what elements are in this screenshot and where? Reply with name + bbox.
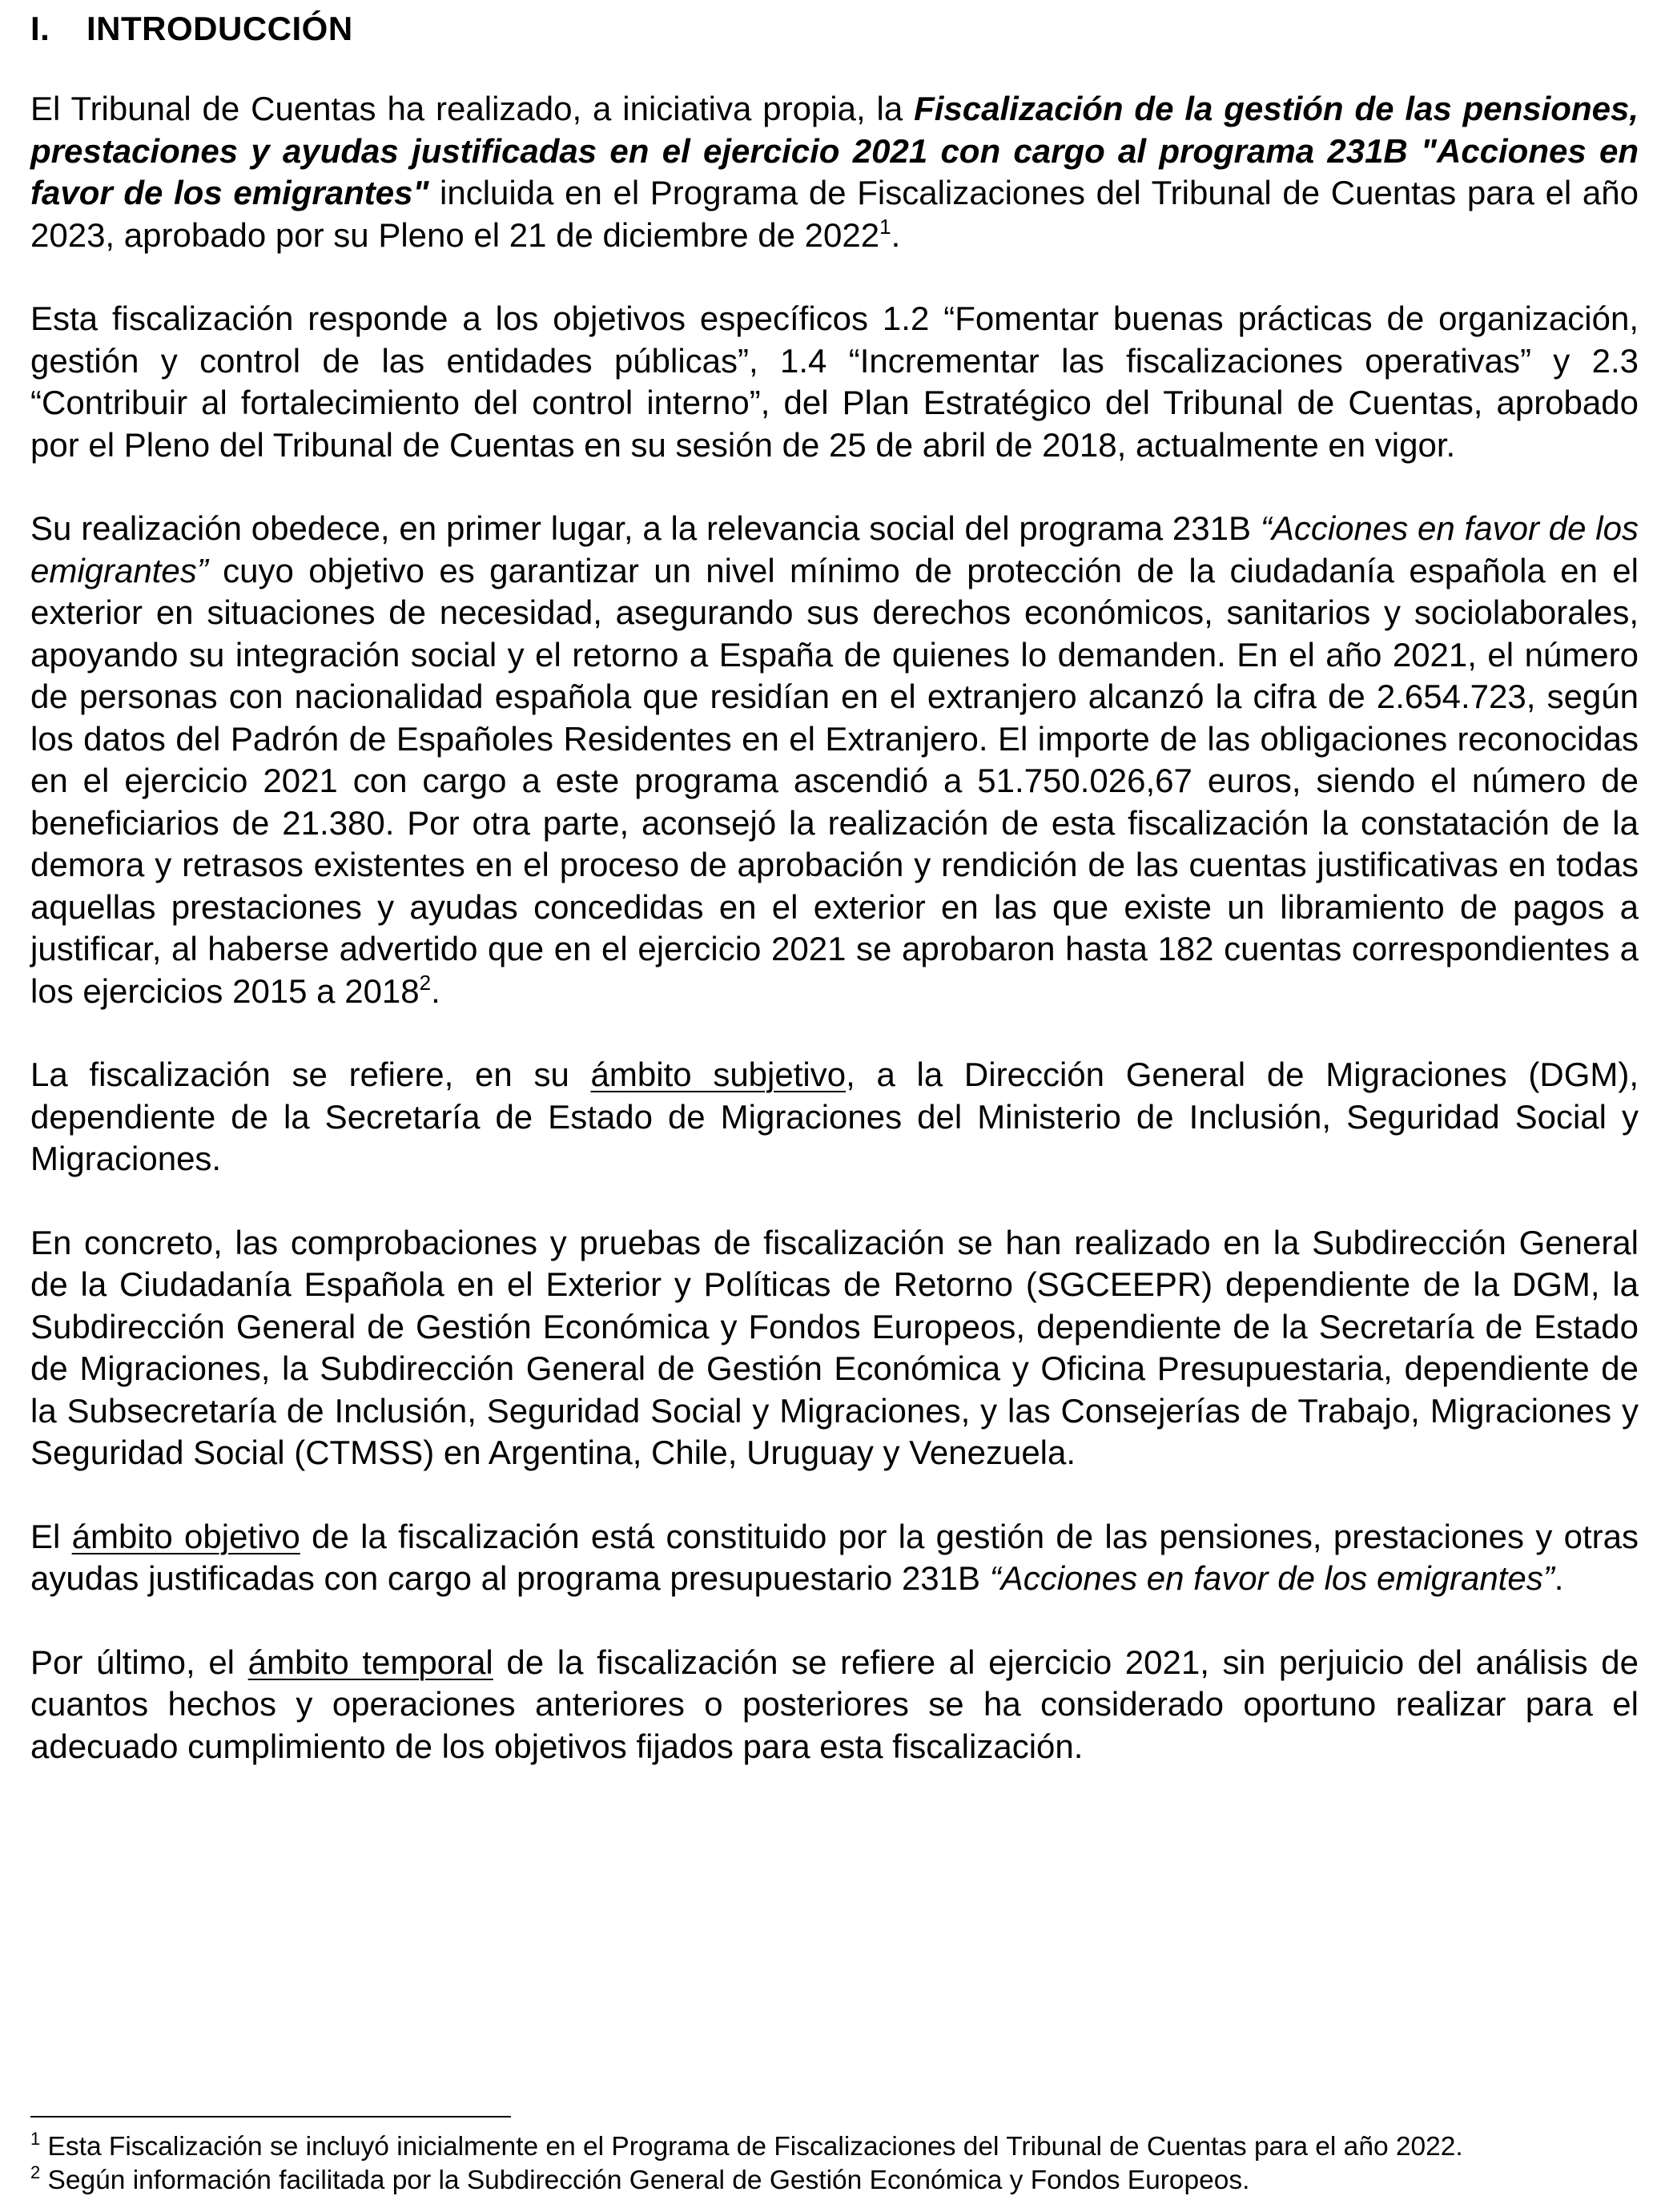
footnote-2: $^2$ Según información facilitada por la Subdirección General de Gestión Económica y Fondos Europeos. <box>30 2162 1250 2195</box>
section-heading <box>30 8 353 50</box>
program-name: “Acciones en favor de los emigrantes” <box>989 1559 1554 1597</box>
program-name: “Acciones en favor de los emigrantes” <box>30 509 1639 589</box>
underlined-term: ámbito temporal <box>247 1643 493 1681</box>
paragraph-1: El Tribunal de Cuentas ha realizado, a iniciativa propia, la Fiscalización de la gestión de las pensiones, prestaciones y ayudas justificadas en el ejercicio 2021 con cargo al programa 231B "Acciones en favor de los emigrantes" incluida en el Programa de Fiscalizaciones del Tribunal de Cuentas para el año 2023, aprobado por su Pleno el 21 de diciembre de 2022$^1$. <box>30 90 1639 254</box>
footnote-ref-1: 1 <box>879 214 891 239</box>
paragraph-3: Su realización obedece, en primer lugar, a la relevancia social del programa 231B “Acciones en favor de los emigrantes” cuyo objetivo es garantizar un nivel mínimo de protección de la ciudadanía española en el exterior en situaciones de necesidad, asegurando sus derechos económicos, sanitarios y sociolaborales, apoyando su integración social y el retorno a España de quienes lo demanden. En el año 2021, el número de personas con nacionalidad española que residían en el extranjero alcanzó la cifra de 2.654.723, según los datos del Padrón de Españoles Residentes en el Extranjero. El importe de las obligaciones reconocidas en el ejercicio 2021 con cargo a este programa ascendió a 51.750.026,67 euros, siendo el número de beneficiarios de 21.380. Por otra parte, aconsejó la realización de esta fiscalización la constatación de la demora y retrasos existentes en el proceso de aprobación y rendición de las cuentas justificativas en todas aquellas prestaciones y ayudas concedidas en el exterior en las que existe un libramiento de pagos a justificar, al haberse advertido que en el ejercicio 2021 se aprobaron hasta 182 cuentas correspondientes a los ejercicios 2015 a 2018$^2$. <box>30 509 1639 1010</box>
underlined-term: ámbito subjetivo <box>590 1056 847 1093</box>
footnote-1: $^1$ Esta Fiscalización se incluyó inicialmente en el Programa de Fiscalizaciones del Tribunal de Cuentas para el año 2022. <box>30 2129 1463 2162</box>
footnote-separator <box>30 2116 511 2117</box>
footnote-ref-2: 2 <box>419 970 432 995</box>
paragraph-2: Esta fiscalización responde a los objetivos específicos 1.2 “Fomentar buenas prácticas de organización, gestión y control de las entidades públicas”, 1.4 “Incrementar las fiscalizaciones operativas” y 2.3 “Contribuir al fortalecimiento del control interno”, del Plan Estratégico del Tribunal de Cuentas, aprobado por el Pleno del Tribunal de Cuentas en su sesión de 25 de abril de 2018, actualmente en vigor. <box>30 300 1639 464</box>
audit-title: Fiscalización de la gestión de las pensiones, prestaciones y ayudas justificadas en el ejercicio 2021 con cargo al programa 231B "Acciones en favor de los emigrantes" <box>30 90 1639 211</box>
section-number: I. <box>30 10 50 47</box>
section-title: INTRODUCCIÓN <box>86 10 353 47</box>
underlined-term: ámbito objetivo <box>71 1517 300 1555</box>
paragraph-4: La fiscalización se refiere, en su ámbito subjetivo, a la Dirección General de Migraciones (DGM), dependiente de la Secretaría de Estado de Migraciones del Ministerio de Inclusión, Seguridad Social y Migraciones. <box>30 1056 1639 1177</box>
footnotes <box>30 2130 1639 2198</box>
paragraph-6: El ámbito objetivo de la fiscalización está constituido por la gestión de las pensiones, prestaciones y otras ayudas justificadas con cargo al programa presupuestario 231B “Acciones en favor de los emigrantes”. <box>30 1517 1639 1597</box>
paragraph-7: Por último, el ámbito temporal de la fiscalización se refiere al ejercicio 2021, sin perjuicio del análisis de cuantos hechos y operaciones anteriores o posteriores se ha considerado oportuno realizar para el adecuado cumplimiento de los objetivos fijados para esta fiscalización. <box>30 1643 1639 1765</box>
paragraph-5: En concreto, las comprobaciones y pruebas de fiscalización se han realizado en la Subdirección General de la Ciudadanía Española en el Exterior y Políticas de Retorno (SGCEEPR) dependiente de la DGM, la Subdirección General de Gestión Económica y Fondos Europeos, dependiente de la Secretaría de Estado de Migraciones, la Subdirección General de Gestión Económica y Oficina Presupuestaria, dependiente de la Subsecretaría de Inclusión, Seguridad Social y Migraciones, y las Consejerías de Trabajo, Migraciones y Seguridad Social (CTMSS) en Argentina, Chile, Uruguay y Venezuela. <box>30 1223 1639 1471</box>
body-text <box>30 88 1639 1809</box>
